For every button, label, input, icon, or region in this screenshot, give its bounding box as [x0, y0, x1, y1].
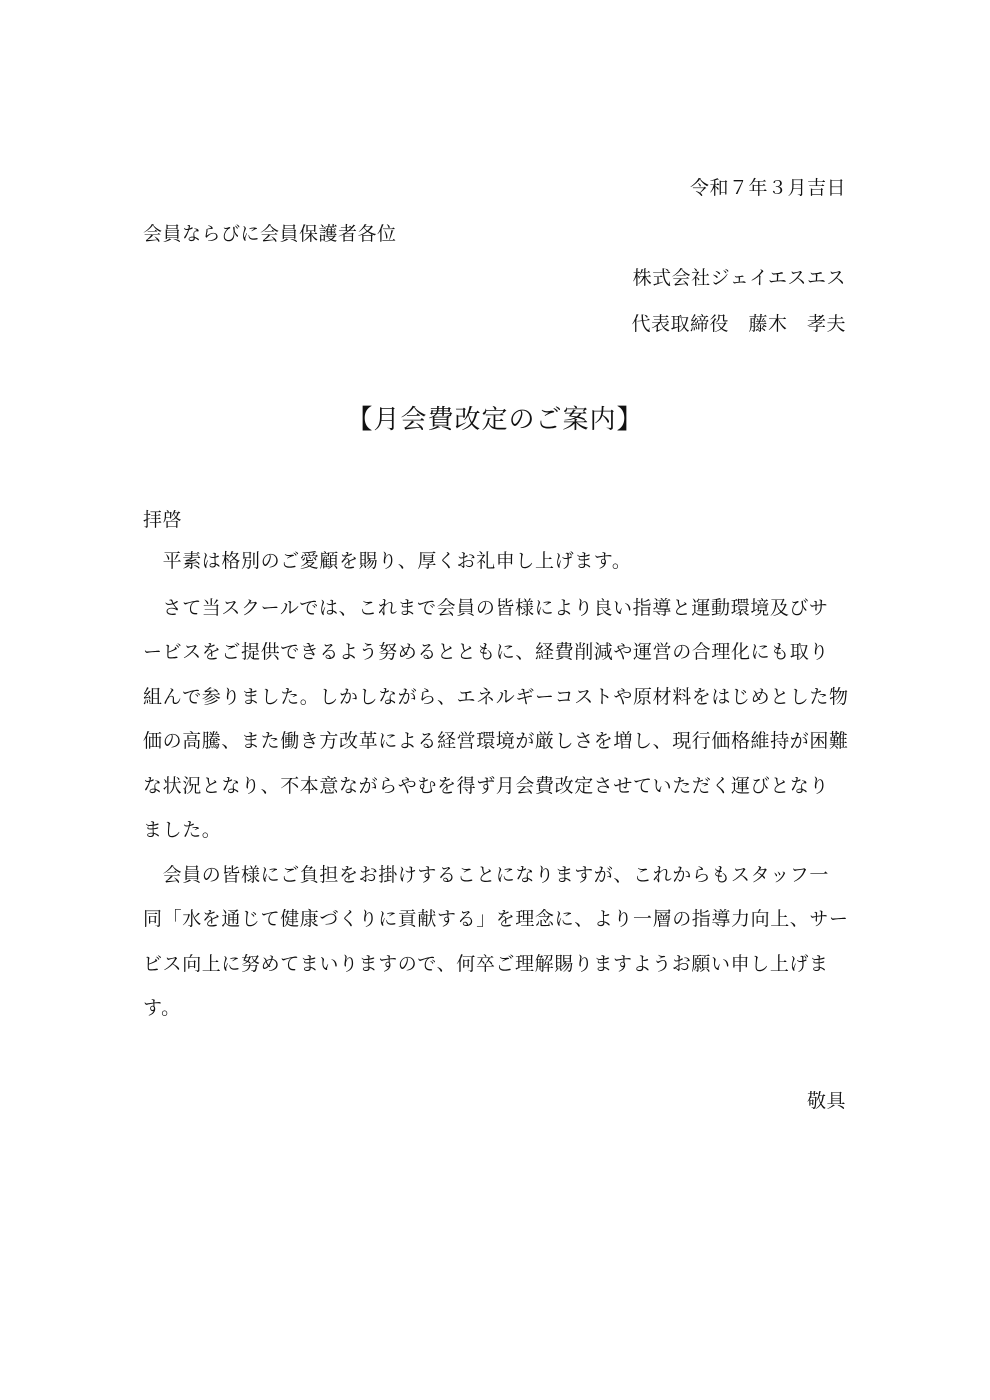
closing: 敬具 [806, 1090, 846, 1112]
body-line: ました。 [143, 819, 222, 841]
greeting: 拝啓 [143, 509, 183, 531]
document-title: 【月会費改定のご案内】 [346, 405, 644, 435]
recipient: 会員ならびに会員保護者各位 [143, 223, 397, 245]
body-line: 同「水を通じて健康づくりに貢献する」を理念に、より一層の指導力向上、サー [143, 908, 849, 930]
body-line: さて当スクールでは、これまで会員の皆様により良い指導と運動環境及びサ [143, 597, 829, 619]
body-line: ービスをご提供できるよう努めるとともに、経費削減や運営の合理化にも取り [143, 641, 830, 663]
body-line: す。 [143, 997, 181, 1019]
representative: 代表取締役 藤木 孝夫 [631, 313, 846, 335]
body-line: 価の高騰、また働き方改革による経営環境が厳しさを増し、現行価格維持が困難 [143, 730, 849, 752]
body-line: 会員の皆様にご負担をお掛けすることになりますが、これからもスタッフ一 [143, 864, 830, 886]
body-line: な状況となり、不本意ながらやむを得ず月会費改定させていただく運びとなり [143, 775, 830, 797]
company-name: 株式会社ジェイエスエス [632, 267, 846, 289]
body-line: 組んで参りました。しかしながら、エネルギーコストや原材料をはじめとした物 [143, 686, 849, 708]
letter-date: 令和７年３月吉日 [689, 177, 846, 199]
body-line: ビス向上に努めてまいりますので、何卒ご理解賜りますようお願い申し上げま [143, 953, 829, 975]
body-line: 平素は格別のご愛顧を賜り、厚くお礼申し上げます。 [143, 550, 632, 572]
